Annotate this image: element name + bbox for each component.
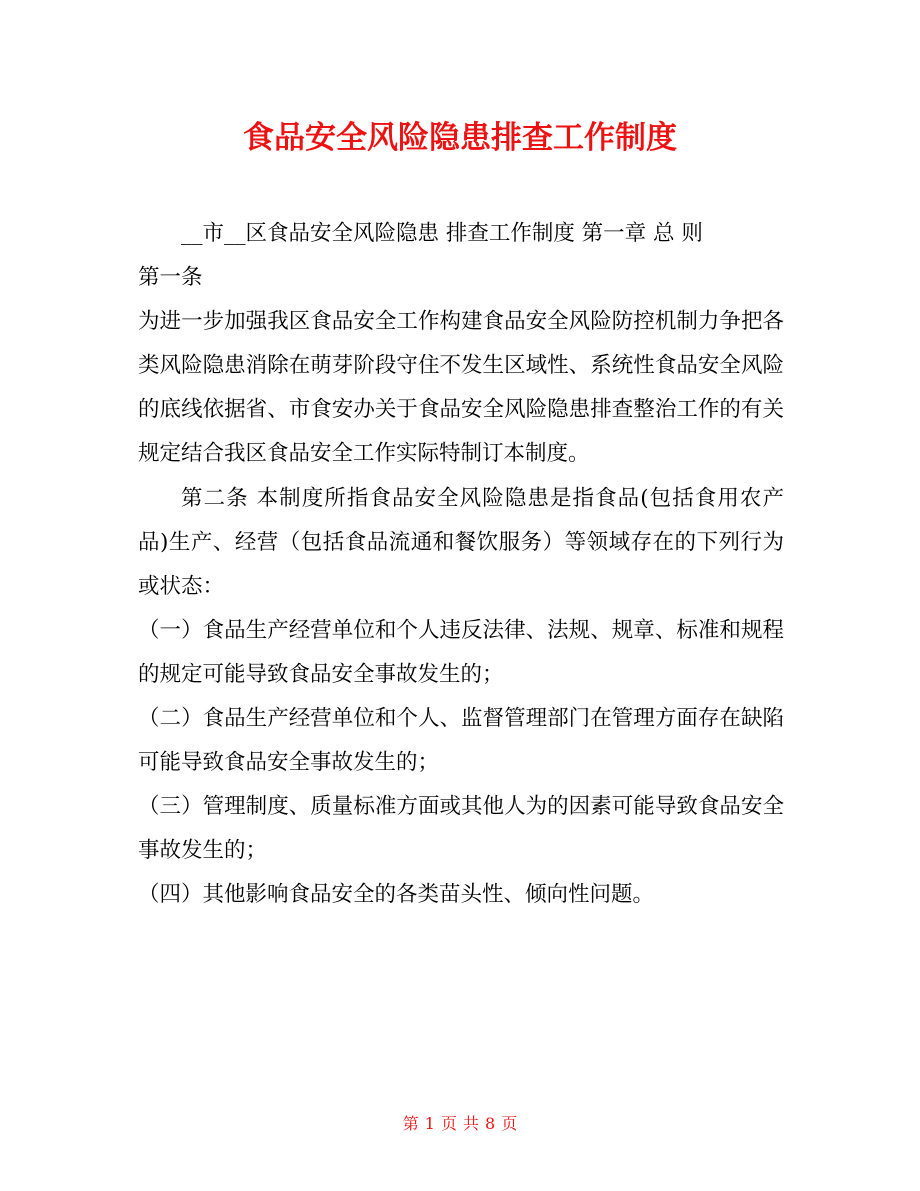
article-two-paragraph: 第二条 本制度所指食品安全风险隐患是指食品(包括食用农产品)生产、经营（包括食品流通和餐饮服务）等领域存在的下列行为或状态： (138, 486, 784, 599)
footer-page-word: 页 (440, 1114, 457, 1133)
article-one-heading: 第一条 (138, 265, 203, 290)
list-item-four: （四）其他影响食品安全的各类苗头性、倾向性问题。 (138, 882, 655, 907)
footer-total-pages: 8 (485, 1114, 496, 1133)
page-footer (0, 1112, 920, 1136)
footer-current-page: 1 (424, 1114, 435, 1133)
footer-total-prefix: 共 (463, 1114, 480, 1133)
article-one-paragraph: 为进一步加强我区食品安全工作构建食品安全风险防控机制力争把各类风险隐患消除在萌芽阶段守住不发生区域性、系统性食品安全风险的底线依据省、市食安办关于食品安全风险隐患排查整治工作的有关规定结合我区食品安全工作实际特制订本制度。 (138, 309, 784, 466)
document-body (138, 212, 784, 917)
list-item-two: （二）食品生产经营单位和个人、监督管理部门在管理方面存在缺陷可能导致食品安全事故发生的； (138, 706, 784, 775)
footer-page-prefix: 第 (402, 1114, 419, 1133)
footer-total-suffix: 页 (501, 1114, 518, 1133)
document-title: 食品安全风险隐患排查工作制度 (243, 120, 677, 156)
list-item-three: （三）管理制度、质量标准方面或其他人为的因素可能导致食品安全事故发生的； (138, 794, 784, 863)
chapter-heading-paragraph: __市__区食品安全风险隐患 排查工作制度 第一章 总 则 (181, 221, 703, 246)
list-item-one: （一）食品生产经营单位和个人违反法律、法规、规章、标准和规程的规定可能导致食品安全事故发生的； (138, 618, 784, 687)
